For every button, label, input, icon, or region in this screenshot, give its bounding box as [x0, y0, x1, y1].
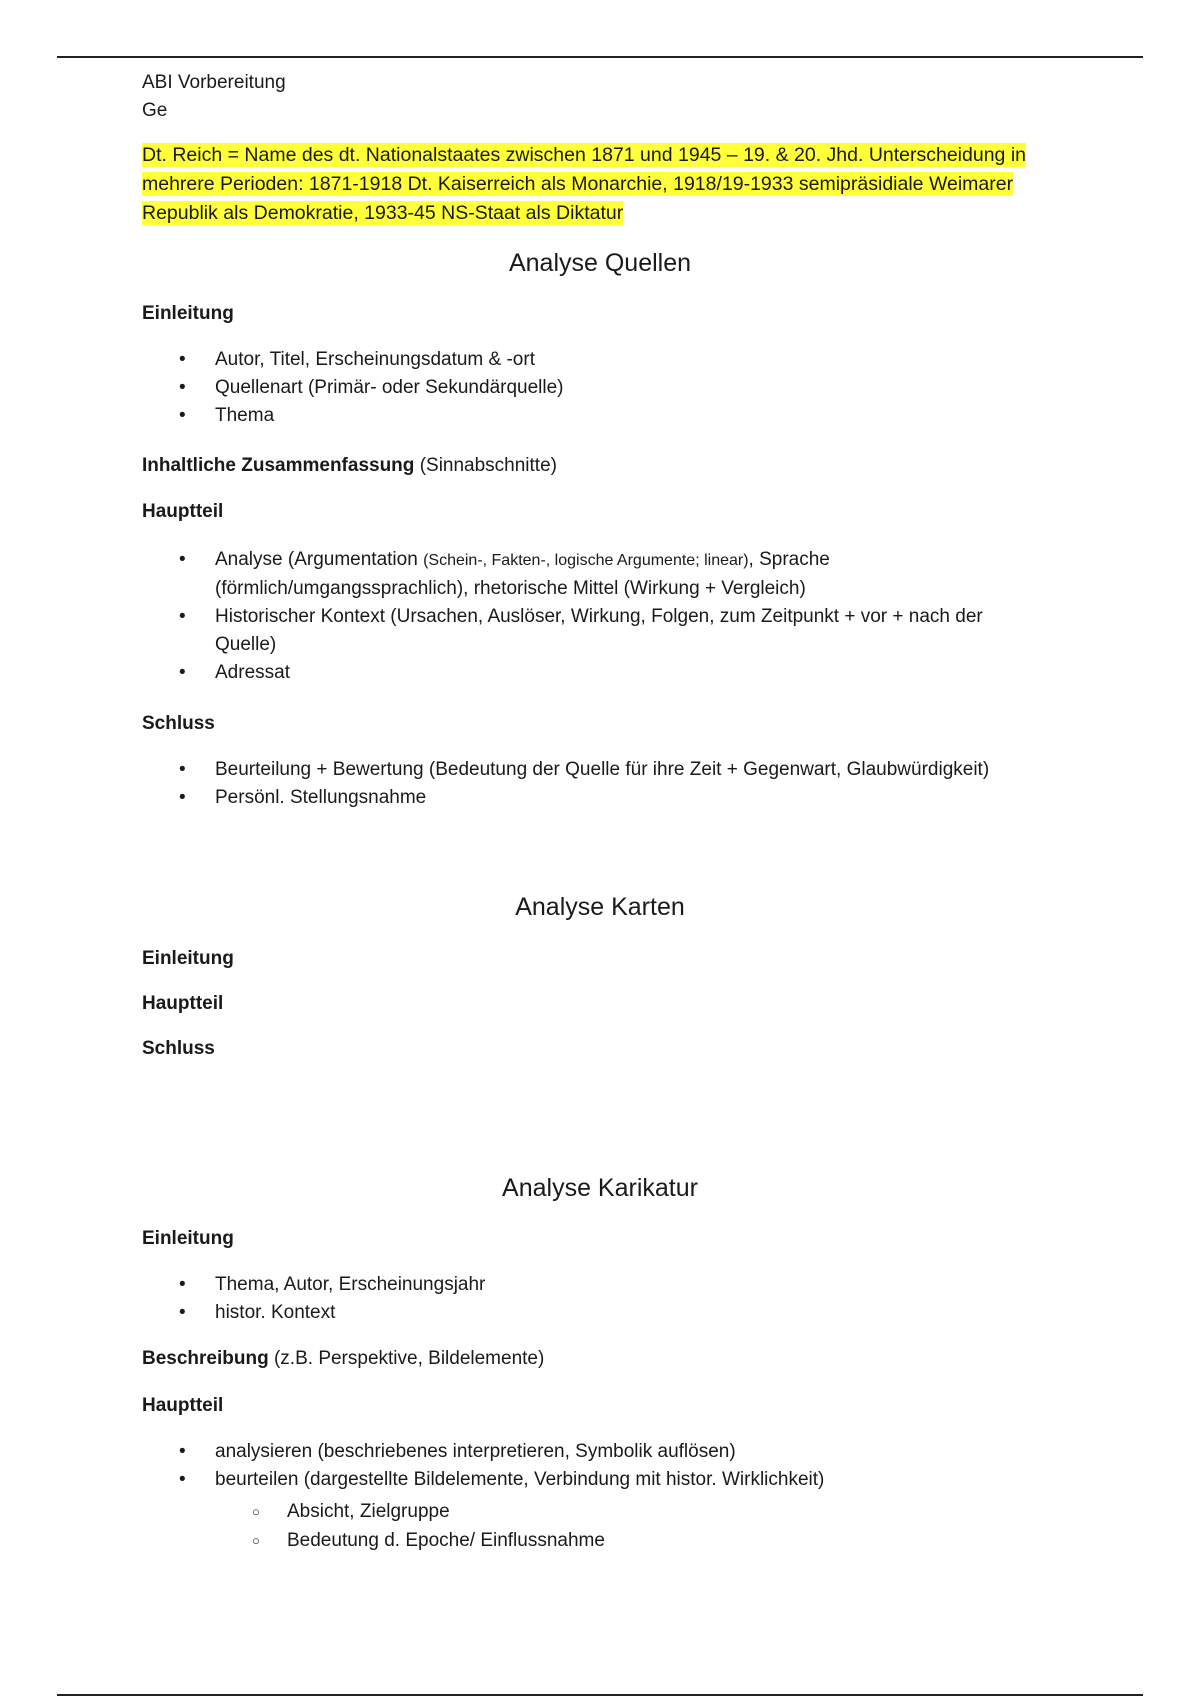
list-item: • histor. Kontext — [142, 1299, 1072, 1327]
list-item: • Autor, Titel, Erscheinungsdatum & -ort — [142, 346, 1072, 374]
header-line-2: Ge — [142, 100, 168, 121]
list-item — [142, 546, 895, 603]
quellen-hauptteil-heading: Hauptteil — [142, 501, 224, 522]
analyse-text-a: Analyse (Argumentation — [215, 549, 424, 570]
intro-line-2: mehrere Perioden: 1871-1918 Dt. Kaiserreich als Monarchie, 1918/19-1933 semipräsidiale Weimarer — [142, 173, 1014, 195]
top-rule — [57, 56, 1143, 58]
karten-schluss-heading: Schluss — [142, 1038, 215, 1059]
list-item: • Thema — [142, 402, 1072, 430]
karikatur-hauptteil-sublist — [142, 1497, 1072, 1555]
quellen-hauptteil-list — [142, 546, 983, 687]
beschreibung-note: (z.B. Perspektive, Bildelemente) — [273, 1348, 545, 1369]
list-item: • beurteilen (dargestellte Bildelemente, Verbindung mit histor. Wirklichkeit) — [142, 1466, 1072, 1494]
sub-list-item: ○ Bedeutung d. Epoche/ Einflussnahme — [142, 1526, 1072, 1555]
analyse-text-small: (Schein-, Fakten-, logische Argumente; linear) — [423, 552, 749, 569]
karten-hauptteil-heading: Hauptteil — [142, 993, 224, 1014]
list-item: • analysieren (beschriebenes interpretieren, Symbolik auflösen) — [142, 1438, 1072, 1466]
list-item: • Thema, Autor, Erscheinungsjahr — [142, 1271, 1072, 1299]
sub-list-item: ○ Absicht, Zielgruppe — [142, 1497, 1072, 1526]
section-title-karikatur: Analyse Karikatur — [502, 1174, 698, 1202]
section-title-quellen: Analyse Quellen — [508, 249, 692, 277]
karikatur-beschreibung-heading — [142, 1347, 544, 1371]
quellen-schluss-heading: Schluss — [142, 713, 215, 734]
karikatur-hauptteil-list — [142, 1438, 1072, 1494]
list-item: • Persönl. Stellungsnahme — [142, 784, 1072, 812]
beschreibung-label: Beschreibung — [142, 1348, 269, 1369]
quellen-einleitung-heading: Einleitung — [142, 303, 234, 324]
list-item: • Adressat — [142, 659, 962, 687]
list-item: • Quellenart (Primär- oder Sekundärquelle) — [142, 374, 1072, 402]
bottom-rule — [57, 1694, 1143, 1696]
section-title-karten: Analyse Karten — [515, 893, 685, 921]
list-item: • Historischer Kontext (Ursachen, Auslöser, Wirkung, Folgen, zum Zeitpunkt + vor + nach der Quelle) — [142, 603, 1045, 659]
quellen-einleitung-list — [142, 346, 1072, 430]
quellen-schluss-list — [142, 756, 1072, 812]
karten-einleitung-heading: Einleitung — [142, 948, 234, 969]
zusammenfassung-note: (Sinnabschnitte) — [419, 455, 557, 476]
intro-line-3: Republik als Demokratie, 1933-45 NS-Staat als Diktatur — [142, 202, 624, 224]
list-item: • Beurteilung + Bewertung (Bedeutung der Quelle für ihre Zeit + Gegenwart, Glaubwürdigkeit) — [142, 756, 1072, 784]
analyse-text-b: , Sprache (förmlich/umgangssprachlich), rhetorische Mittel (Wirkung + Vergleich) — [215, 549, 830, 599]
karikatur-hauptteil-heading: Hauptteil — [142, 1395, 224, 1416]
intro-line-1: Dt. Reich = Name des dt. Nationalstaates zwischen 1871 und 1945 – 19. & 20. Jhd. Unterscheidung in — [142, 144, 1026, 166]
karikatur-einleitung-heading: Einleitung — [142, 1228, 234, 1249]
karikatur-einleitung-list — [142, 1271, 1072, 1327]
intro-highlighted-paragraph — [142, 141, 1057, 228]
header-line-1: ABI Vorbereitung — [142, 72, 286, 93]
quellen-zusammenfassung-heading — [142, 454, 557, 478]
zusammenfassung-label: Inhaltliche Zusammenfassung — [142, 455, 415, 476]
